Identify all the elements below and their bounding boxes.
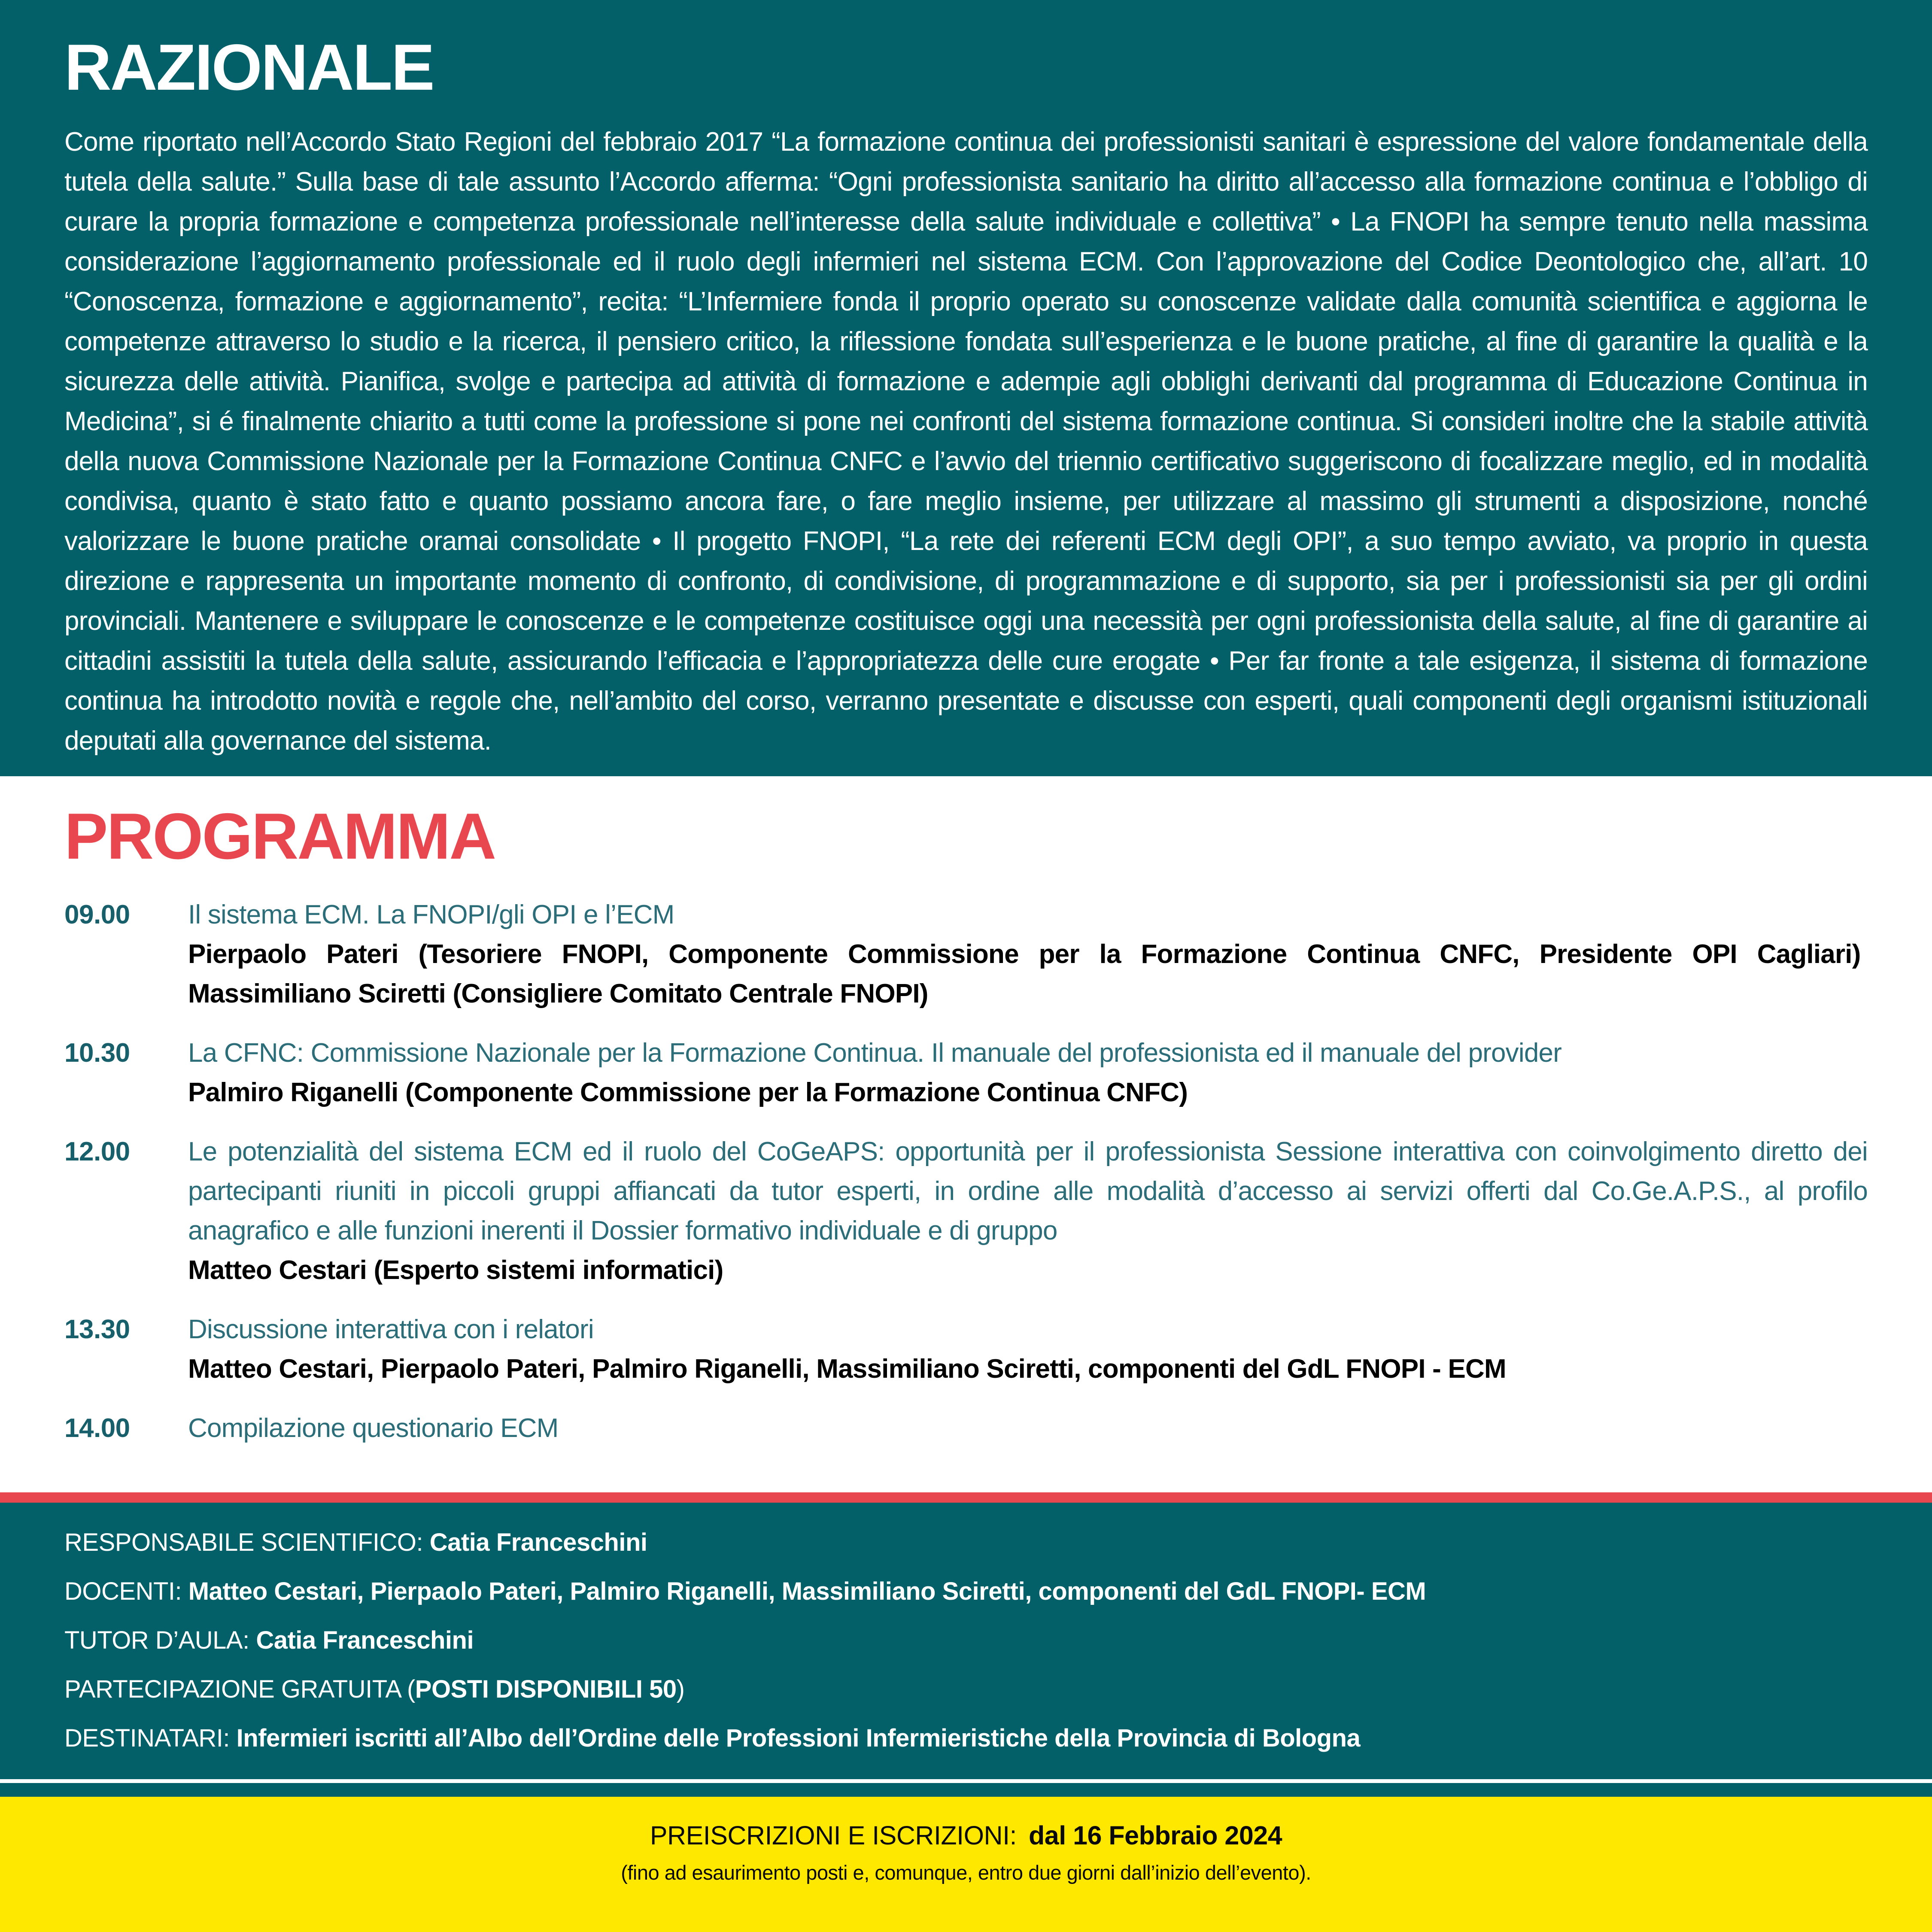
info-label: PARTECIPAZIONE GRATUITA (: [64, 1675, 415, 1703]
program-item-speakers: Palmiro Riganelli (Componente Commissione per la Formazione Continua CNFC): [188, 1078, 1188, 1108]
footer-section: [0, 1797, 1932, 1932]
white-divider: [0, 1779, 1932, 1783]
program-list: [64, 895, 1868, 1448]
teal-strip: [0, 1783, 1932, 1797]
program-item-1330: [64, 1310, 1868, 1389]
program-item-body: [188, 1033, 1868, 1112]
program-item-time: 13.30: [64, 1315, 130, 1345]
info-value: Infermieri iscritti all’Albo dell’Ordine delle Professioni Infermieristiche della Provincia di Bologna: [236, 1724, 1361, 1752]
info-label: TUTOR D’AULA:: [64, 1626, 256, 1654]
info-row-tutor-aula: [64, 1625, 1868, 1656]
info-value: Catia Franceschini: [429, 1528, 647, 1556]
rationale-body: Come riportato nell’Accordo Stato Regioni del febbraio 2017 “La formazione continua dei professionisti sanitari è espressione del valore fondamentale della tutela della salute.” Sulla base di tale assunto l’Accordo afferma: “Ogni professionista sanitario ha diritto all’accesso alla formazione continua e l’obbligo di curare la propria formazione e competenza professionale nell’interesse della salute individuale e collettiva” • La FNOPI ha sempre tenuto nella massima considerazione l’aggiornamento professionale ed il ruolo degli infermieri nel sistema ECM. Con l’approvazione del Codice Deontologico che, all’art. 10 “Conoscenza, formazione e aggiornamento”, recita: “L’Infermiere fonda il proprio operato su conoscenze validate dalla comunità scientifica e aggiorna le competenze attraverso lo studio e la ricerca, il pensiero critico, la riflessione fondata sull’esperienza e le buone pratiche, al fine di garantire la qualità e la sicurezza delle attività. Pianifica, svolge e partecipa ad attività di formazione e adempie agli obblighi derivanti dal programma di Educazione Continua in Medicina”, si é finalmente chiarito a tutti come la professione si pone nei confronti del sistema formazione continua. Si consideri inoltre che la stabile attività della nuova Commissione Nazionale per la Formazione Continua CNFC e l’avvio del triennio certificativo suggeriscono di focalizzare meglio, ed in modalità condivisa, quanto è stato fatto e quanto possiamo ancora fare, o fare meglio insieme, per utilizzare al massimo gli strumenti a disposizione, nonché valorizzare le buone pratiche oramai consolidate • Il progetto FNOPI, “La rete dei referenti ECM degli OPI”, a suo tempo avviato, va proprio in questa direzione e rappresenta un importante momento di confronto, di condivisione, di programmazione e di supporto, sia per i professionisti sia per gli ordini provinciali. Mantenere e sviluppare le conoscenze e le competenze costituisce oggi una necessità per ogni professionista della salute, al fine di garantire ai cittadini assistiti la tutela della salute, assicurando l’efficacia e l’appropriatezza delle cure erogate • Per far fronte a tale esigenza, il sistema di formazione continua ha introdotto novità e regole che, nell’ambito del corso, verranno presentate e discusse con esperti, quali componenti degli organismi istituzionali deputati alla governance del sistema.: [64, 127, 1868, 756]
info-row-destinatari: [64, 1723, 1868, 1753]
footer-enrollment-label: PREISCRIZIONI E ISCRIZIONI:: [650, 1821, 1017, 1850]
info-row-partecipazione: [64, 1674, 1868, 1704]
footer-enrollment-date: dal 16 Febbraio 2024: [1029, 1821, 1282, 1850]
info-row-docenti: [64, 1577, 1868, 1607]
program-item-time: 10.30: [64, 1038, 130, 1068]
footer-enrollment-line: [0, 1820, 1932, 1850]
program-item-body: [188, 1310, 1868, 1389]
program-item-body: [188, 1132, 1868, 1290]
program-item-time: 12.00: [64, 1137, 130, 1167]
footer-note: (fino ad esaurimento posti e, comunque, entro due giorni dall’inizio dell’evento).: [621, 1861, 1311, 1884]
program-item-title: Le potenzialità del sistema ECM ed il ruolo del CoGeAPS: opportunità per il professionista Sessione interattiva con coinvolgimento diretto dei partecipanti riuniti in piccoli gruppi affiancati da tutor esperti, in ordine alle modalità d’accesso ai servizi offerti dal Co.Ge.A.P.S., al profilo anagrafico e alle funzioni inerenti il Dossier formativo individuale e di gruppo: [188, 1137, 1868, 1246]
program-item-body: [188, 895, 1868, 1014]
info-section: [0, 1503, 1932, 1779]
program-section: [0, 776, 1932, 1492]
rationale-title: RAZIONALE: [64, 31, 434, 104]
program-item-title: Compilazione questionario ECM: [188, 1413, 559, 1443]
program-item-speakers: Matteo Cestari (Esperto sistemi informatici): [188, 1255, 723, 1285]
red-divider: [0, 1492, 1932, 1503]
program-item-body: [188, 1409, 1868, 1448]
program-title: PROGRAMMA: [64, 800, 495, 873]
info-value: POSTI DISPONIBILI 50: [415, 1675, 677, 1703]
program-item-0900: [64, 895, 1868, 1014]
program-item-time: 14.00: [64, 1413, 130, 1443]
program-item-1030: [64, 1033, 1868, 1112]
info-label: DOCENTI:: [64, 1577, 188, 1605]
info-value: Matteo Cestari, Pierpaolo Pateri, Palmiro Riganelli, Massimiliano Sciretti, componenti del GdL FNOPI- ECM: [188, 1577, 1426, 1605]
info-suffix: ): [676, 1675, 685, 1703]
program-item-1400: [64, 1409, 1868, 1448]
program-item-time: 09.00: [64, 900, 130, 930]
program-item-1200: [64, 1132, 1868, 1290]
info-label: RESPONSABILE SCIENTIFICO:: [64, 1528, 430, 1556]
program-item-title: Discussione interattiva con i relatori: [188, 1315, 594, 1345]
program-item-title: Il sistema ECM. La FNOPI/gli OPI e l’ECM: [188, 900, 674, 930]
rationale-section: [0, 0, 1932, 776]
info-label: DESTINATARI:: [64, 1724, 237, 1752]
program-item-title: La CFNC: Commissione Nazionale per la Formazione Continua. Il manuale del professionista ed il manuale del provider: [188, 1038, 1562, 1068]
info-row-responsabile-scientifico: [64, 1528, 1868, 1558]
program-item-speakers: Pierpaolo Pateri (Tesoriere FNOPI, Componente Commissione per la Formazione Continua CNFC, Presidente OPI Cagliari) Massimiliano Sciretti (Consigliere Comitato Centrale FNOPI): [188, 939, 1868, 1009]
info-value: Catia Franceschini: [256, 1626, 474, 1654]
program-item-speakers: Matteo Cestari, Pierpaolo Pateri, Palmiro Riganelli, Massimiliano Sciretti, componenti del GdL FNOPI - ECM: [188, 1354, 1506, 1384]
